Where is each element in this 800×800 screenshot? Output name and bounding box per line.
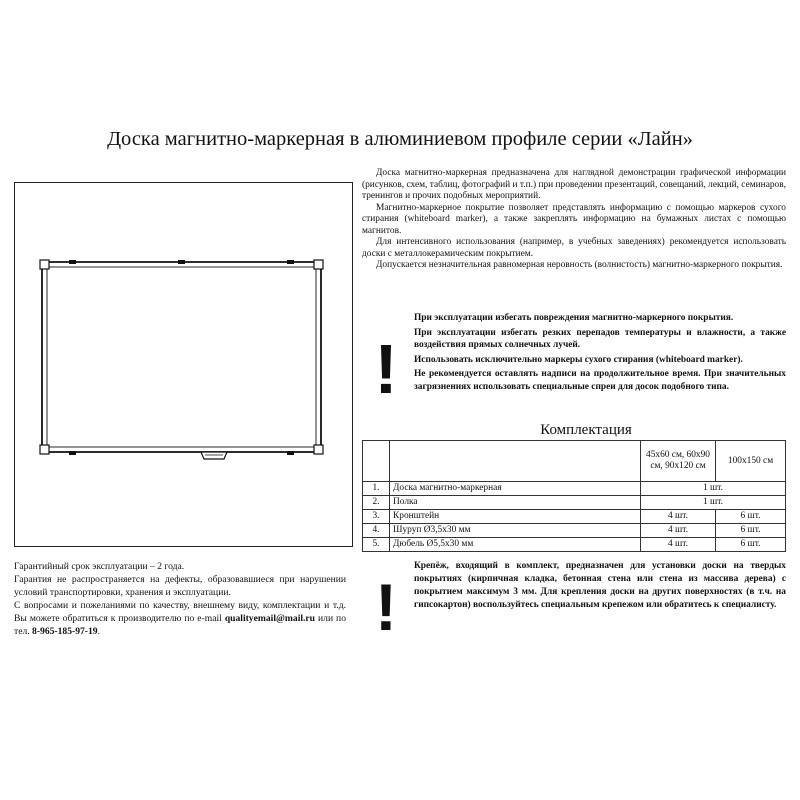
contact-info <box>14 599 346 638</box>
row-number: 3. <box>363 510 390 524</box>
size-column-small: 45x60 см, 60x90 см, 90x120 см <box>641 441 716 482</box>
item-qty-small: 4 шт. <box>641 524 716 538</box>
table-cell <box>390 441 641 482</box>
table-row <box>363 524 786 538</box>
item-name: Дюбель Ø5,5x30 мм <box>390 538 641 552</box>
contact-text: или по тел. <box>14 613 346 637</box>
warning-item: При эксплуатации избегать повреждения магнитно-маркерного покрытия. <box>414 313 734 323</box>
exclamation-icon: ! <box>374 330 398 408</box>
table-header-row <box>363 441 786 482</box>
table-cell <box>363 441 390 482</box>
table-row <box>363 482 786 496</box>
warranty-text <box>14 560 346 638</box>
kit-table <box>362 440 786 552</box>
row-number: 4. <box>363 524 390 538</box>
mounting-warning: Крепёж, входящий в комплект, предназначен для установки доски на твердых покрытиях (кирпичная кладка, бетонная стена или стена из массива дерева) с покрытием максимум 3 мм. Для крепления доски на других поверхностях (в т.ч. на гипсокартон) воспользуйтесь специальным крепежом или обратитесь к специалисту. <box>414 561 786 610</box>
document-title: Доска магнитно-маркерная в алюминиевом профиле серии «Лайн» <box>107 128 693 150</box>
item-name: Шуруп Ø3,5x30 мм <box>390 524 641 538</box>
item-qty-small: 4 шт. <box>641 538 716 552</box>
kit-title: Комплектация <box>540 422 632 438</box>
contact-text: . <box>97 626 100 637</box>
usage-warning-block <box>368 312 786 422</box>
contact-phone: 8-965-185-97-19 <box>32 626 98 637</box>
warranty-period: Гарантийный срок эксплуатации – 2 года. <box>14 561 185 572</box>
item-qty: 1 шт. <box>641 482 786 496</box>
contact-text: С вопросами и пожеланиями по качеству, внешнему виду, комплектации и т.д. Вы можете обратиться к производителю по e-mail <box>14 600 346 624</box>
row-number: 1. <box>363 482 390 496</box>
table-row <box>363 510 786 524</box>
contact-email: qualityemail@mail.ru <box>224 613 316 624</box>
intro-text <box>362 168 786 272</box>
intro-paragraph: Магнитно-маркерное покрытие позволяет представлять информацию с помощью маркеров сухого стирания (whiteboard marker), а также закреплять информацию на бумажных листах с помощью магнитов. <box>362 202 786 236</box>
table-row <box>363 496 786 510</box>
item-qty-large: 6 шт. <box>716 524 786 538</box>
product-illustration-frame <box>14 182 353 547</box>
intro-paragraph: Для интенсивного использования (например, в учебных заведениях) рекомендуется использовать доски с металлокерамическим покрытием. <box>362 237 786 259</box>
row-number: 2. <box>363 496 390 510</box>
warning-item: Не рекомендуется оставлять надписи на продолжительное время. При значительных загрязнениях использовать специальные спреи для досок подобного типа. <box>414 369 786 392</box>
item-name: Доска магнитно-маркерная <box>390 482 641 496</box>
size-column-large: 100x150 см <box>716 441 786 482</box>
intro-paragraph: Допускается незначительная равномерная неровность (волнистость) магнитно-маркерного покрытия. <box>376 260 783 270</box>
warning-item: При эксплуатации избегать резких перепадов температуры и влажности, а также воздействия прямых солнечных лучей. <box>414 327 786 350</box>
item-qty: 1 шт. <box>641 496 786 510</box>
whiteboard-drawing <box>15 183 352 546</box>
warning-item: Использовать исключительно маркеры сухого стирания (whiteboard marker). <box>414 354 743 365</box>
mounting-warning-text <box>414 560 786 614</box>
warranty-exclusions: Гарантия не распространяется на дефекты, образовавшиеся при нарушении условий транспортировки, хранения и эксплуатации. <box>14 574 346 598</box>
row-number: 5. <box>363 538 390 552</box>
item-name: Полка <box>390 496 641 510</box>
item-qty-large: 6 шт. <box>716 538 786 552</box>
mounting-warning-block <box>368 560 786 650</box>
item-name: Кронштейн <box>390 510 641 524</box>
usage-warning-text <box>414 312 786 395</box>
table-row <box>363 538 786 552</box>
exclamation-icon: ! <box>375 570 397 644</box>
intro-paragraph: Доска магнитно-маркерная предназначена для наглядной демонстрации графической информации (рисунков, схем, таблиц, фотографий и т.п.) при проведении презентаций, совещаний, лекций, семинаров, тренингов и прочих подобных мероприятий. <box>362 168 786 201</box>
item-qty-large: 6 шт. <box>716 510 786 524</box>
item-qty-small: 4 шт. <box>641 510 716 524</box>
